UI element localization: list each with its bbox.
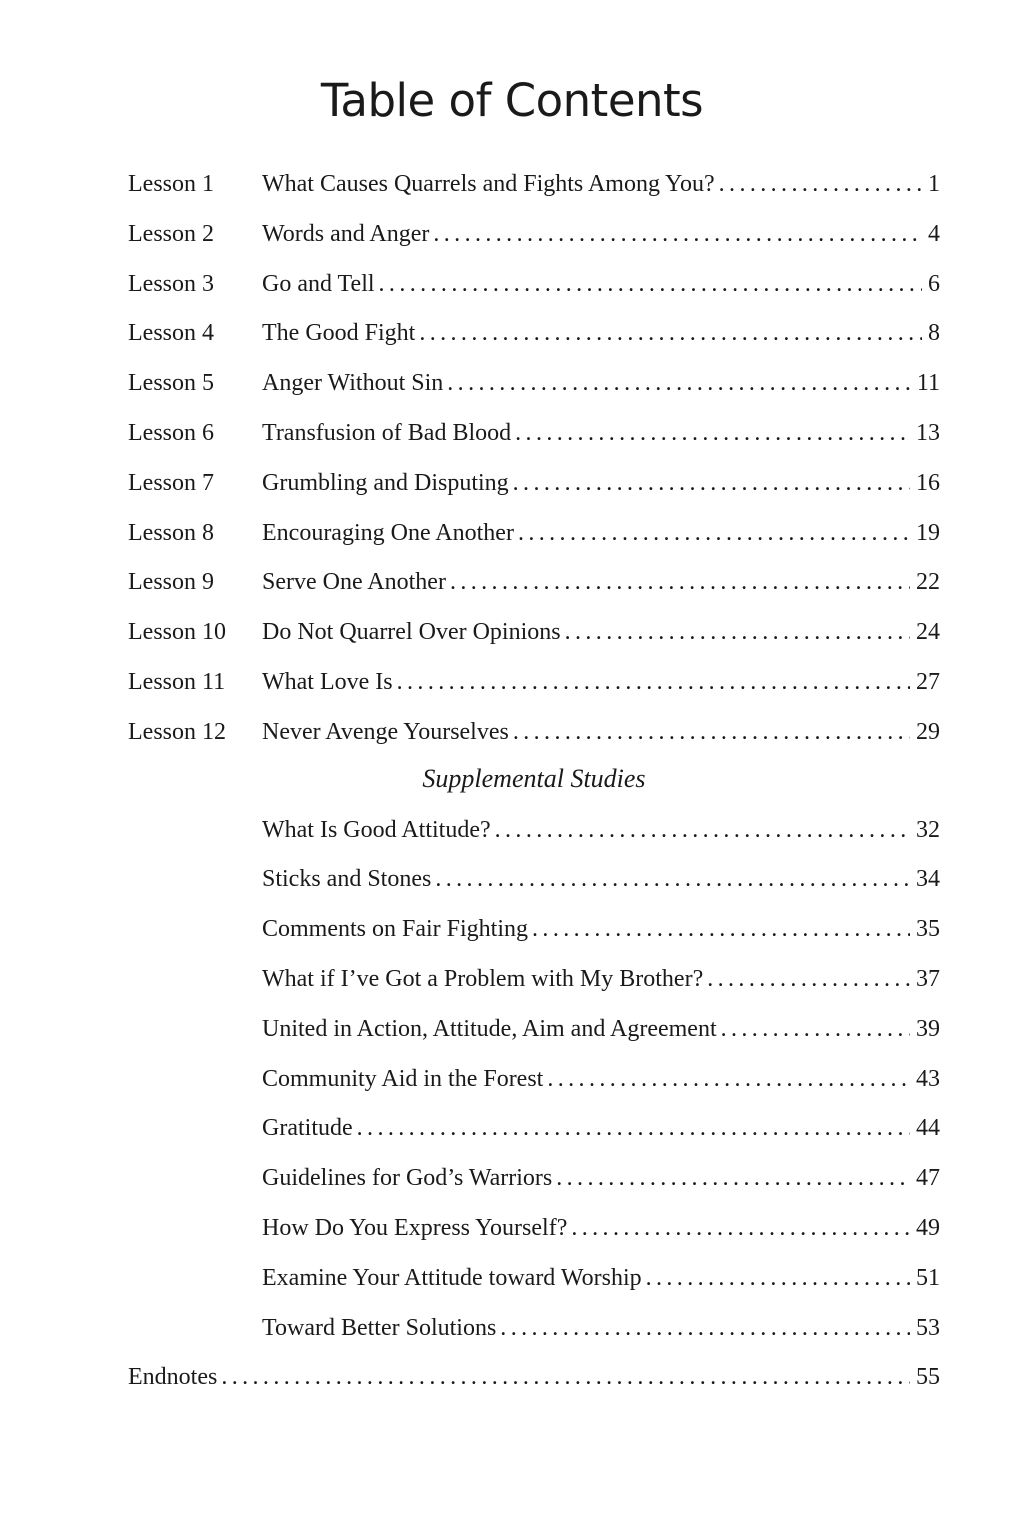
page-number: 37 bbox=[916, 965, 940, 992]
page-number: 16 bbox=[916, 469, 940, 496]
page-number: 6 bbox=[928, 270, 940, 297]
entry-body bbox=[262, 1210, 940, 1246]
entry-body bbox=[262, 415, 940, 451]
dot-leader bbox=[500, 1310, 910, 1346]
lesson-label: Lesson 5 bbox=[128, 370, 214, 397]
dot-leader bbox=[707, 961, 910, 997]
entry-title: Comments on Fair Fighting bbox=[262, 916, 529, 943]
supplemental-entry[interactable] bbox=[128, 961, 940, 1011]
page-number: 32 bbox=[916, 816, 940, 843]
entry-body bbox=[262, 515, 940, 551]
lesson-label: Lesson 11 bbox=[128, 668, 226, 695]
dot-leader bbox=[721, 1011, 910, 1047]
entry-body bbox=[262, 812, 940, 848]
supplemental-entry[interactable] bbox=[128, 1061, 940, 1111]
entry-body bbox=[262, 564, 940, 600]
entry-body bbox=[262, 315, 940, 351]
supplemental-entry[interactable] bbox=[128, 1011, 940, 1061]
page-number: 55 bbox=[916, 1364, 940, 1391]
page-number: 34 bbox=[916, 866, 940, 893]
lesson-entry[interactable] bbox=[128, 714, 940, 764]
entry-title: United in Action, Attitude, Aim and Agreement bbox=[262, 1015, 717, 1042]
entry-title: Words and Anger bbox=[262, 220, 430, 247]
entry-body bbox=[262, 1160, 940, 1196]
entry-title: Examine Your Attitude toward Worship bbox=[262, 1264, 642, 1291]
lesson-entry[interactable] bbox=[128, 564, 940, 614]
page-number: 47 bbox=[916, 1165, 940, 1192]
page-number: 11 bbox=[916, 370, 940, 397]
dot-leader bbox=[565, 614, 910, 650]
table-of-contents bbox=[128, 166, 940, 1409]
supplemental-entry[interactable] bbox=[128, 1210, 940, 1260]
entry-body bbox=[262, 1260, 940, 1296]
entry-title: The Good Fight bbox=[262, 320, 416, 347]
lesson-entry[interactable] bbox=[128, 614, 940, 664]
entry-body bbox=[262, 465, 940, 501]
entry-body bbox=[262, 861, 940, 897]
page-number: 13 bbox=[916, 419, 940, 446]
page-number: 8 bbox=[928, 320, 940, 347]
entry-title: Encouraging One Another bbox=[262, 519, 514, 546]
entry-title: Do Not Quarrel Over Opinions bbox=[262, 619, 561, 646]
page-number: 4 bbox=[928, 220, 940, 247]
supplemental-heading: Supplemental Studies bbox=[422, 763, 646, 793]
lesson-label: Lesson 12 bbox=[128, 718, 226, 745]
entry-body bbox=[262, 911, 940, 947]
endnotes-entry[interactable] bbox=[128, 1359, 940, 1409]
lesson-label: Lesson 6 bbox=[128, 419, 214, 446]
supplemental-entry[interactable] bbox=[128, 1310, 940, 1360]
entry-body bbox=[262, 1110, 940, 1146]
dot-leader bbox=[435, 861, 910, 897]
dot-leader bbox=[447, 365, 911, 401]
entry-body bbox=[128, 1359, 940, 1395]
dot-leader bbox=[571, 1210, 910, 1246]
entry-body bbox=[262, 266, 940, 302]
entry-body bbox=[262, 664, 940, 700]
page-number: 29 bbox=[916, 718, 940, 745]
entry-title: Transfusion of Bad Blood bbox=[262, 419, 512, 446]
dot-leader bbox=[513, 714, 910, 750]
supplemental-list bbox=[128, 812, 940, 1360]
lesson-entry[interactable] bbox=[128, 664, 940, 714]
page-title: Table of Contents bbox=[320, 74, 704, 127]
entry-body bbox=[262, 166, 940, 202]
lesson-entry[interactable] bbox=[128, 515, 940, 565]
page-number: 27 bbox=[916, 668, 940, 695]
supplemental-entry[interactable] bbox=[128, 911, 940, 961]
entry-title: Serve One Another bbox=[262, 569, 446, 596]
entry-title: What Love Is bbox=[262, 668, 393, 695]
page-number: 44 bbox=[916, 1115, 940, 1142]
entry-body bbox=[262, 1061, 940, 1097]
entry-title: Grumbling and Disputing bbox=[262, 469, 509, 496]
lesson-entry[interactable] bbox=[128, 216, 940, 266]
entry-title: Anger Without Sin bbox=[262, 370, 444, 397]
dot-leader bbox=[547, 1061, 910, 1097]
entry-title: How Do You Express Yourself? bbox=[262, 1214, 568, 1241]
entry-title: Sticks and Stones bbox=[262, 866, 432, 893]
page-number: 19 bbox=[916, 519, 940, 546]
page-number: 53 bbox=[916, 1314, 940, 1341]
dot-leader bbox=[646, 1260, 910, 1296]
entry-title: Guidelines for God’s Warriors bbox=[262, 1165, 553, 1192]
lesson-label: Lesson 9 bbox=[128, 569, 214, 596]
dot-leader bbox=[450, 564, 910, 600]
dot-leader bbox=[495, 812, 910, 848]
dot-leader bbox=[515, 415, 910, 451]
entry-title: Community Aid in the Forest bbox=[262, 1065, 544, 1092]
page-number: 22 bbox=[916, 569, 940, 596]
supplemental-entry[interactable] bbox=[128, 1260, 940, 1310]
entry-title: Go and Tell bbox=[262, 270, 375, 297]
entry-body bbox=[262, 614, 940, 650]
entry-body bbox=[262, 1310, 940, 1346]
lesson-entry[interactable] bbox=[128, 315, 940, 365]
dot-leader bbox=[419, 315, 922, 351]
entry-title: What if I’ve Got a Problem with My Brother? bbox=[262, 965, 704, 992]
entry-title: Toward Better Solutions bbox=[262, 1314, 497, 1341]
lesson-label: Lesson 4 bbox=[128, 320, 214, 347]
lesson-entry[interactable] bbox=[128, 266, 940, 316]
entry-title: Never Avenge Yourselves bbox=[262, 718, 509, 745]
dot-leader bbox=[532, 911, 910, 947]
dot-leader bbox=[556, 1160, 910, 1196]
lesson-entry[interactable] bbox=[128, 465, 940, 515]
lesson-entry[interactable] bbox=[128, 365, 940, 415]
page-number: 51 bbox=[916, 1264, 940, 1291]
page-number: 49 bbox=[916, 1214, 940, 1241]
page-number: 43 bbox=[916, 1065, 940, 1092]
lesson-label: Lesson 7 bbox=[128, 469, 214, 496]
entry-body bbox=[262, 1011, 940, 1047]
entry-body bbox=[262, 961, 940, 997]
supplemental-entry[interactable] bbox=[128, 1160, 940, 1210]
supplemental-entry[interactable] bbox=[128, 1110, 940, 1160]
lesson-entry[interactable] bbox=[128, 415, 940, 465]
supplemental-entry[interactable] bbox=[128, 812, 940, 862]
entry-title: What Is Good Attitude? bbox=[262, 816, 491, 843]
entry-body bbox=[262, 216, 940, 252]
entry-title: What Causes Quarrels and Fights Among You? bbox=[262, 171, 715, 197]
dot-leader bbox=[397, 664, 910, 700]
dot-leader bbox=[513, 465, 910, 501]
lesson-label: Lesson 3 bbox=[128, 270, 214, 297]
dot-leader bbox=[719, 166, 922, 202]
entry-body bbox=[262, 365, 940, 401]
lesson-entry[interactable] bbox=[128, 166, 940, 216]
entry-body bbox=[262, 714, 940, 750]
page-number: 39 bbox=[916, 1015, 940, 1042]
dot-leader bbox=[433, 216, 922, 252]
lesson-label: Lesson 2 bbox=[128, 220, 214, 247]
lesson-label: Lesson 10 bbox=[128, 619, 226, 646]
page-number: 1 bbox=[928, 171, 940, 197]
dot-leader bbox=[518, 515, 910, 551]
lesson-list bbox=[128, 166, 940, 764]
lesson-label: Lesson 8 bbox=[128, 519, 214, 546]
dot-leader bbox=[357, 1110, 910, 1146]
lesson-label: Lesson 1 bbox=[128, 171, 214, 197]
dot-leader bbox=[221, 1359, 910, 1395]
page-number: 35 bbox=[916, 916, 940, 943]
entry-title: Gratitude bbox=[262, 1115, 353, 1142]
entry-title: Endnotes bbox=[128, 1364, 218, 1391]
dot-leader bbox=[379, 266, 922, 302]
supplemental-entry[interactable] bbox=[128, 861, 940, 911]
page-number: 24 bbox=[916, 619, 940, 646]
